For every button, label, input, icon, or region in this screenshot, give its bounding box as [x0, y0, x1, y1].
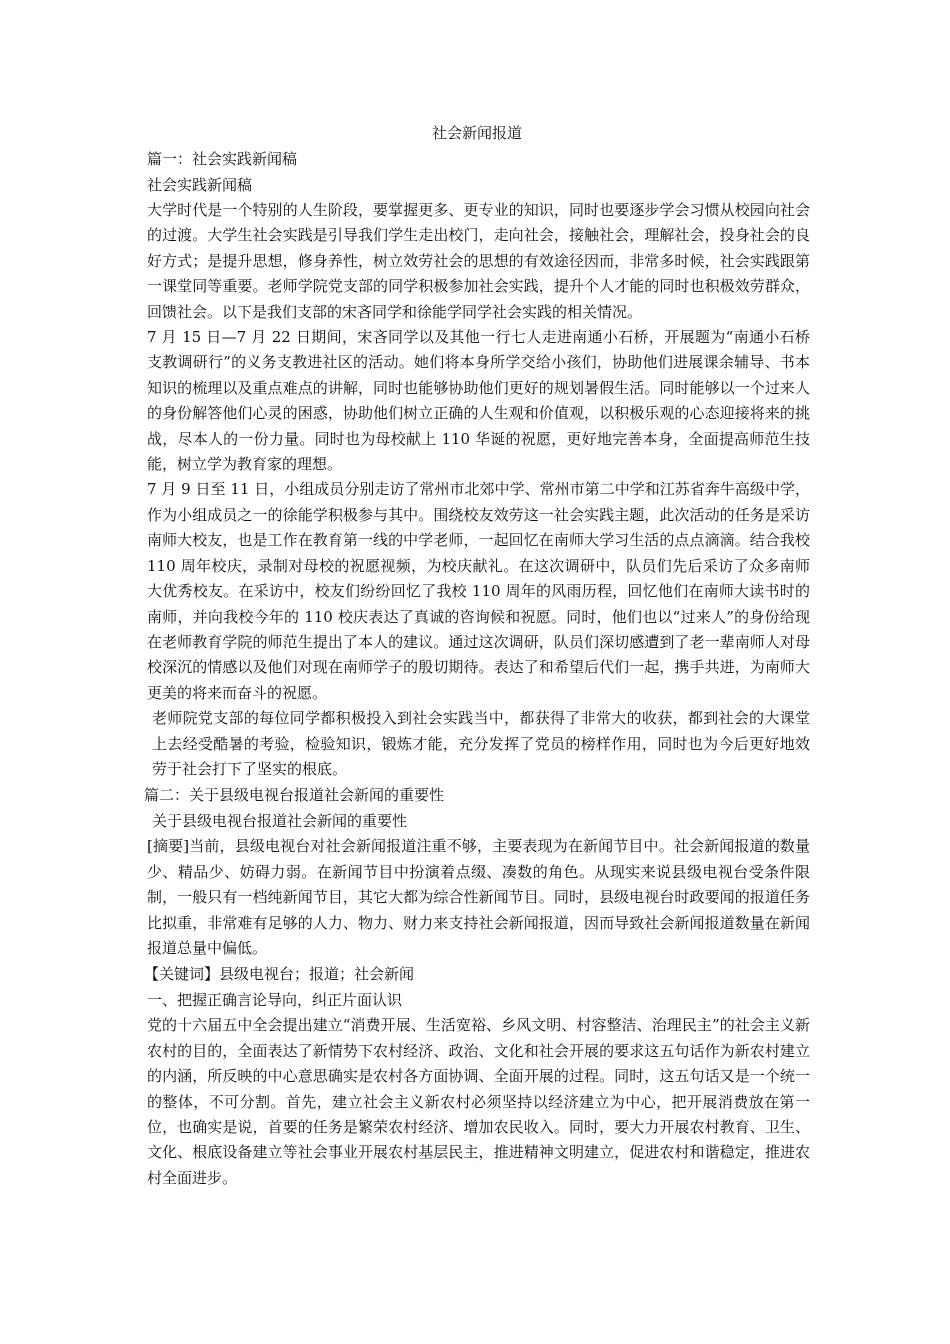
- section1-subheading: 社会实践新闻稿: [147, 176, 253, 194]
- section2-subheading: 关于县级电视台报道社会新闻的重要性: [152, 812, 408, 831]
- document-title: 社会新闻报道: [431, 124, 522, 142]
- keywords-line: 【关键词】县级电视台；报道；社会新闻: [144, 965, 415, 984]
- section1-heading: 篇一：社会实践新闻稿: [147, 150, 298, 168]
- point1-paragraph: 党的十六届五中全会提出建立“消费开展、生活宽裕、乡风文明、村容整洁、治理民主”的社会主义新农村的目的，全面表达了新情势下农村经济、政治、文化和社会开展的要求这五句话作为新农村建立的内涵，所反映的中心意思确实是农村各方面协调、全面开展的过程。同时，这五句话又是一个统一的整体，不可分割。首先，建立社会主义新农村必须坚持以经济建立为中心，把开展消费放在第一位，也确实是说，首要的任务是繁荣农村经济、增加农民收入。同时，要大力开展农村教育、卫生、文化、根底设备建立等社会事业开展农村基层民主，推进精神文明建立，促进农村和谐稳定，推进农村全面进步。: [147, 1016, 810, 1187]
- section1-paragraph-3: 7 月 9 日至 11 日，小组成员分别走访了常州市北郊中学、常州市第二中学和江苏省奔牛高级中学，作为小组成员之一的徐能学积极参与其中。围绕校友效劳这一社会实践主题，此次活动的任务是采访南师大校友，也是工作在教育第一线的中学老师，一起回忆在南师大学习生活的点点滴滴。结合我校 110 周年校庆，录制对母校的祝愿视频，为校庆献礼。在这次调研中，队员们先后采访了众多南师大优秀校友。在采访中，校友们纷纷回忆了我校 110 周年的风雨历程，回忆他们在南师大读书时的南师，并向我校今年的 110 校庆表达了真诚的咨询候和祝愿。同时，他们也以“过来人”的身份给现在老师教育学院的师范生提出了本人的建议。通过这次调研，队员们深切感遭到了老一辈南师人对母校深沉的情感以及他们对现在南师学子的殷切期待。表达了和希望后代们一起，携手共进，为南师大更美的将来而奋斗的祝愿。: [147, 480, 810, 702]
- section1-paragraph-2: 7 月 15 日—7 月 22 日期间，宋吝同学以及其他一行七人走进南通小石桥，开展题为“南通小石桥支教调研行”的义务支教进社区的活动。她们将本身所学交给小孩们，协助他们进展课余辅导、书本知识的梳理以及重点难点的讲解，同时也能够协助他们更好的规划暑假生活。同时能够以一个过来人的身份解答他们心灵的困惑，协助他们树立正确的人生观和价值观，以积极乐观的心态迎接将来的挑战，尽本人的一份力量。同时也为母校献上 110 华诞的祝愿，更好地完善本身，全面提高师范生技能，树立学为教育家的理想。: [147, 328, 810, 474]
- document-page: [144, 120, 810, 1191]
- point1-heading: 一、把握正确言论导向，纠正片面认识: [147, 991, 403, 1010]
- section2-heading: 篇二：关于县级电视台报道社会新闻的重要性: [144, 786, 445, 805]
- section1-paragraph-4: 老师院党支部的每位同学都积极投入到社会实践当中，都获得了非常大的收获，都到社会的大课堂上去经受酷暑的考验，检验知识，锻炼才能，充分发挥了党员的榜样作用，同时也为今后更好地效劳于社会打下了坚实的根底。: [152, 709, 810, 778]
- section1-paragraph-1: 大学时代是一个特别的人生阶段，要掌握更多、更专业的知识，同时也要逐步学会习惯从校园向社会的过渡。大学生社会实践是引导我们学生走出校门，走向社会，接触社会，理解社会，投身社会的良好方式；是提升思想，修身养性，树立效劳社会的思想的有效途径因而，非常多时候，社会实践跟第一课堂同等重要。老师学院党支部的同学积极参加社会实践，提升个人才能的同时也积极效劳群众，回馈社会。以下是我们支部的宋吝同学和徐能学同学社会实践的相关情况。: [147, 201, 810, 321]
- abstract-paragraph: [摘要]当前，县级电视台对社会新闻报道注重不够，主要表现为在新闻节目中。社会新闻报道的数量少、精品少、妨碍力弱。在新闻节目中扮演着点缀、凑数的角色。从现实来说县级电视台受条件限制，一般只有一档纯新闻节目，其它大都为综合性新闻节目。同时，县级电视台时政要闻的报道任务比拟重，非常难有足够的人力、物力、财力来支持社会新闻报道，因而导致社会新闻报道数量在新闻报道总量中偏低。: [147, 837, 810, 957]
